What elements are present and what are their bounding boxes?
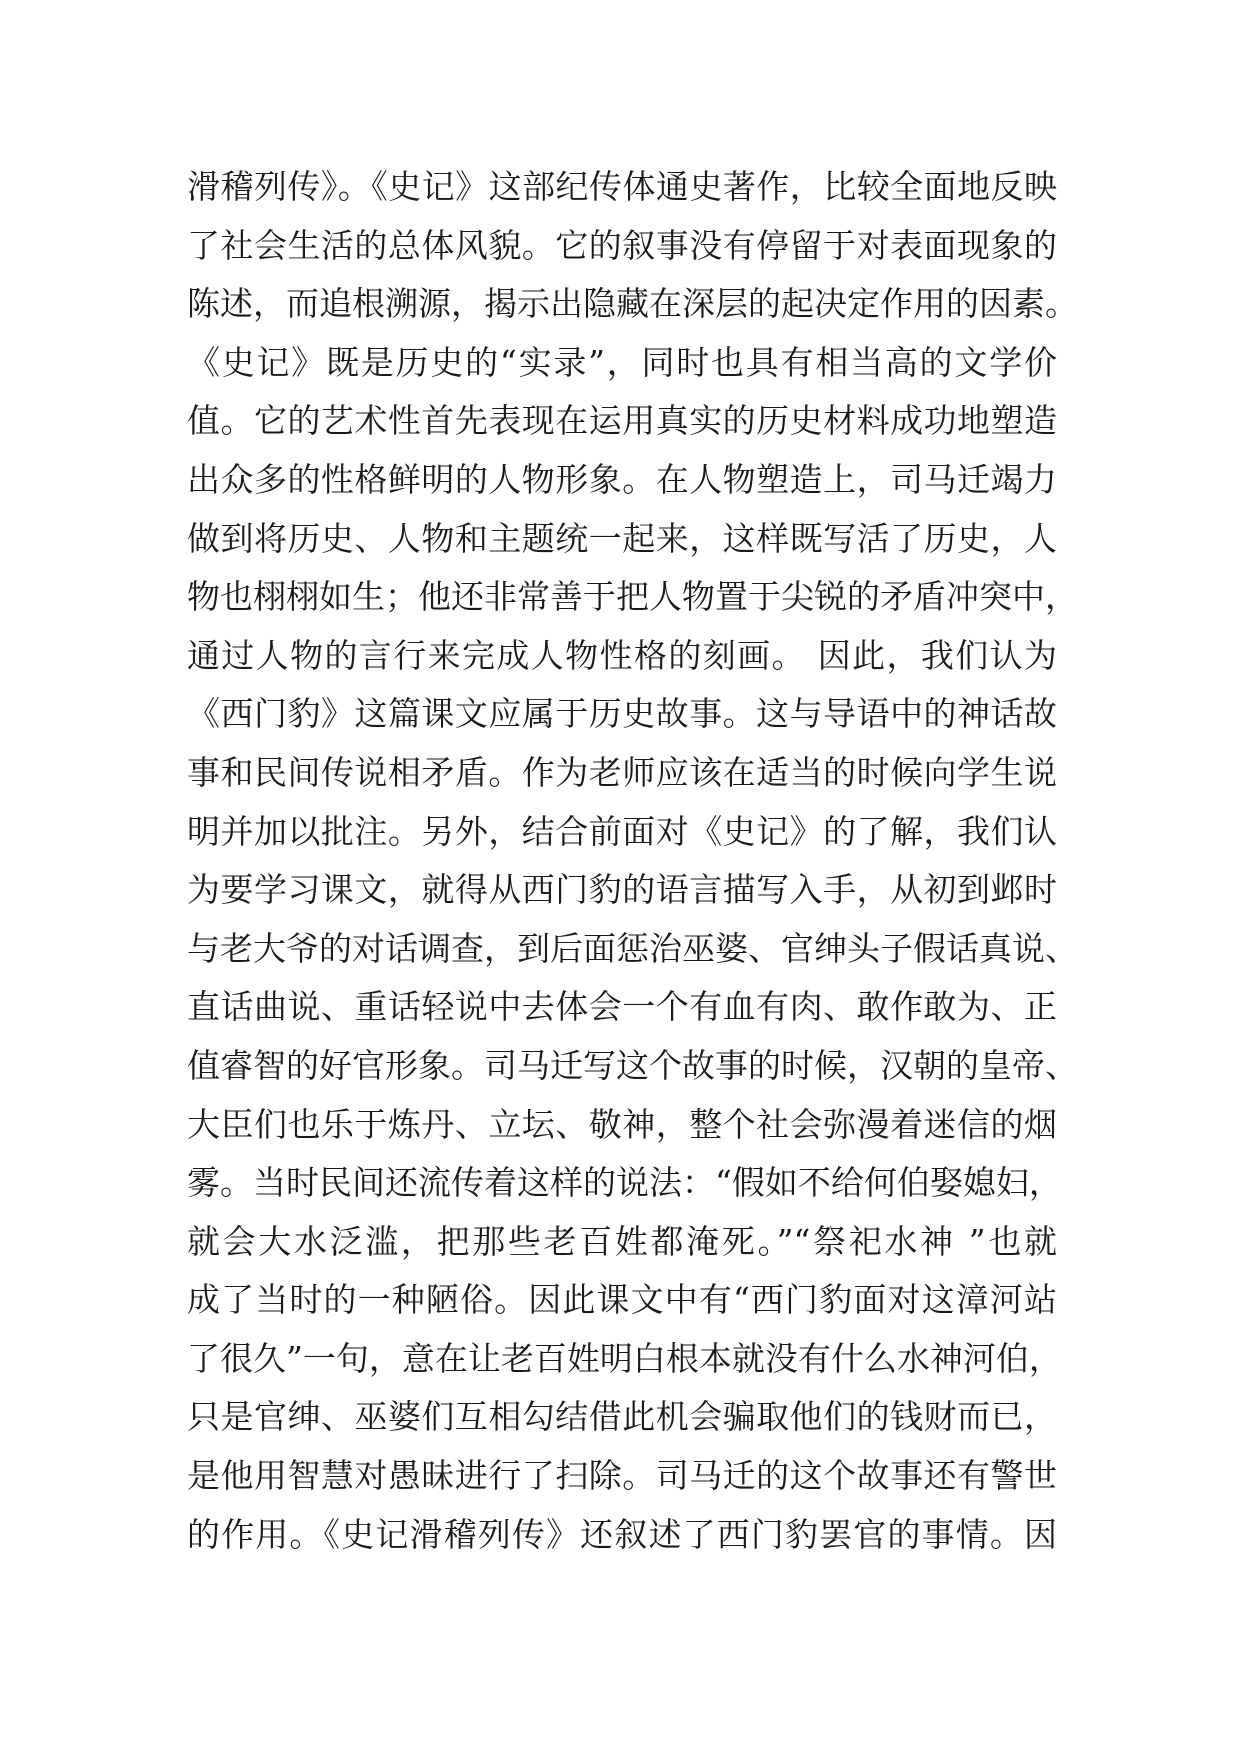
text-line: 做到将历史、人物和主题统一起来，这样既写活了历史，人 bbox=[187, 518, 1057, 558]
text-line: 直话曲说、重话轻说中去体会一个有血有肉、敢作敢为、正 bbox=[187, 987, 1057, 1027]
text-line: 是他用智慧对愚昧进行了扫除。司马迁的这个故事还有警世 bbox=[187, 1456, 1057, 1496]
text-line: 滑稽列传》。《史记》这部纪传体通史著作，比较全面地反映 bbox=[187, 167, 1057, 206]
text-line: 陈述，而追根溯源，揭示出隐藏在深层的起决定作用的因素。 bbox=[187, 284, 1078, 324]
text-line: 只是官绅、巫婆们互相勾结借此机会骗取他们的钱财而已， bbox=[187, 1397, 1057, 1437]
text-line: 《史记》既是历史的“实录”，同时也具有相当高的文学价 bbox=[187, 342, 1057, 382]
text-line: 出众多的性格鲜明的人物形象。在人物塑造上，司马迁竭力 bbox=[187, 459, 1057, 499]
text-line: 就会大水泛滥，把那些老百姓都淹死。”“祭祀水神 ”也就 bbox=[187, 1221, 1057, 1261]
text-line: 物也栩栩如生；他还非常善于把人物置于尖锐的矛盾冲突中， bbox=[187, 577, 1078, 617]
text-line: 值睿智的好官形象。司马迁写这个故事的时候，汉朝的皇帝、 bbox=[187, 1045, 1078, 1085]
text-line: 《西门豹》这篇课文应属于历史故事。这与导语中的神话故 bbox=[187, 694, 1057, 734]
text-line: 与老大爷的对话调查，到后面惩治巫婆、官绅头子假话真说、 bbox=[187, 928, 1078, 968]
text-line: 了很久”一句，意在让老百姓明白根本就没有什么水神河伯， bbox=[187, 1338, 1062, 1378]
text-line: 雾。当时民间还流传着这样的说法：“假如不给何伯娶媳妇， bbox=[187, 1163, 1062, 1203]
text-line: 成了当时的一种陋俗。因此课文中有“西门豹面对这漳河站 bbox=[187, 1280, 1057, 1320]
text-line: 值。它的艺术性首先表现在运用真实的历史材料成功地塑造 bbox=[187, 401, 1057, 441]
text-line: 明并加以批注。另外，结合前面对《史记》的了解，我们认 bbox=[187, 811, 1057, 851]
text-line: 了社会生活的总体风貌。它的叙事没有停留于对表面现象的 bbox=[187, 225, 1057, 265]
text-line: 通过人物的言行来完成人物性格的刻画。 因此，我们认为 bbox=[187, 635, 1057, 675]
text-line: 大臣们也乐于炼丹、立坛、敬神，整个社会弥漫着迷信的烟 bbox=[187, 1104, 1057, 1144]
text-line: 事和民间传说相矛盾。作为老师应该在适当的时候向学生说 bbox=[187, 752, 1057, 792]
body-text bbox=[187, 158, 1078, 1564]
text-line: 的作用。《史记滑稽列传》还叙述了西门豹罢官的事情。因 bbox=[187, 1514, 1057, 1554]
text-line: 为要学习课文，就得从西门豹的语言描写入手，从初到邺时 bbox=[187, 870, 1057, 910]
